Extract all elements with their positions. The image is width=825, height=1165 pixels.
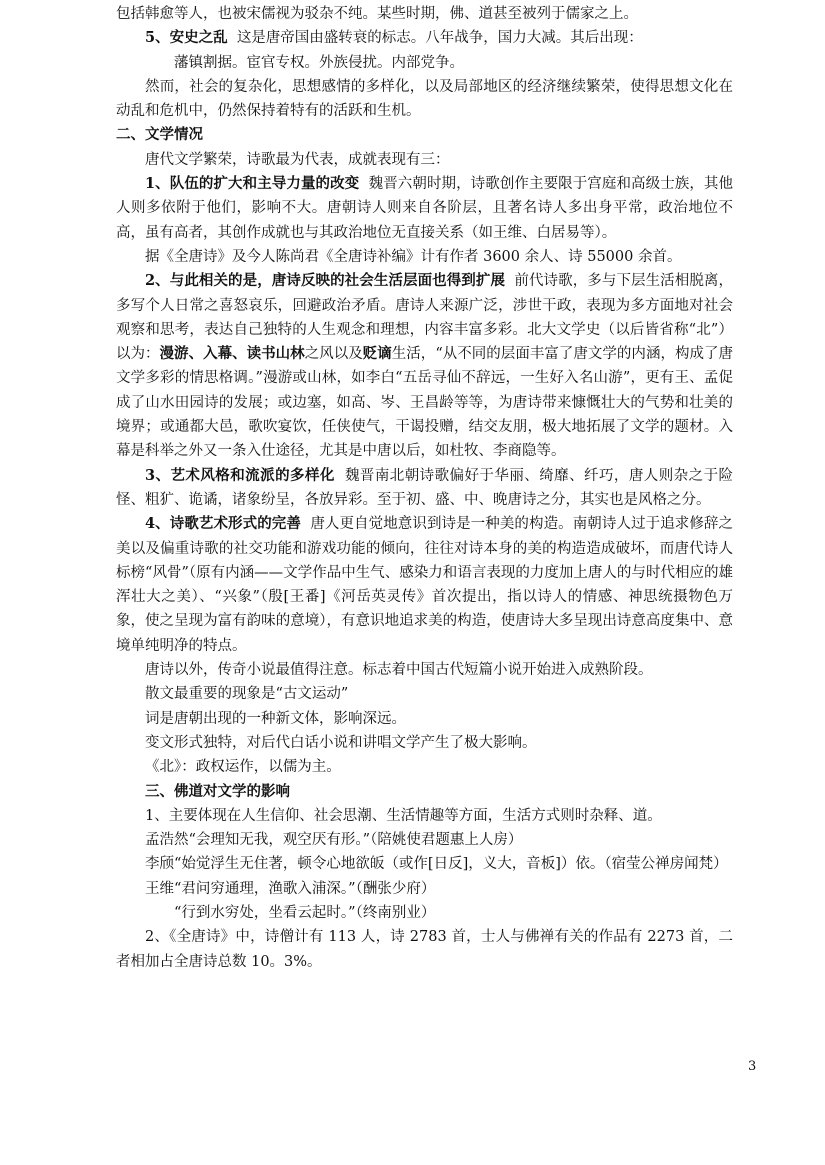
paragraph-point-3 [116, 464, 733, 513]
paragraph: 词是唐朝出现的一种新文体，影响深远。 [145, 710, 406, 727]
emphasis-text: 贬谪 [362, 345, 392, 363]
paragraph: 变文形式独特，对后代白话小说和讲唱文学产生了极大影响。 [145, 734, 537, 751]
paragraph: 藩镇割据。宦官专权。外族侵扰。内部党争。 [174, 54, 464, 71]
paragraph-text: 生活，“从不同的层面丰富了唐文学的内涵，构成了唐文学多彩的情思格调。”漫游或山林，如李白“五岳寻仙不辞远，一生好入名山游”，更有王、孟促成了山水田园诗的发展；或边塞，如高、岑、王昌龄等等，为唐诗带来慷慨壮大的气势和壮美的境界；或通都大邑，歌吹宴饮，任侠使气，干谒投赠，结交友朋，极大地拓展了文学的题材。入幕是科举之外又一条入仕途径，尤其是中唐以后，如杜牧、李商隐等。 [116, 346, 734, 460]
paragraph: 2、《全唐诗》中，诗僧计有 113 人，诗 2783 首，士人与佛禅有关的作品有 2273 首，二者相加占全唐诗总数 10。3%。 [116, 929, 733, 970]
paragraph: 1、主要体现在人生信仰、社会思潮、生活情趣等方面，生活方式则时杂释、道。 [145, 807, 662, 824]
paragraph-text: 这是唐帝国由盛转衰的标志。八年战争，国力大减。其后出现： [236, 30, 643, 47]
emphasis-text: 漫游、入幕、读书山林 [159, 345, 305, 363]
point-heading: 4、诗歌艺术形式的完善 [145, 515, 301, 533]
paragraph-quote: 孟浩然“会理知无我，观空厌有形。”（陪姚使君题惠上人房） [145, 832, 523, 849]
point-heading: 1、队伍的扩大和主导力量的改变 [145, 175, 360, 193]
page-number: 3 [748, 1059, 757, 1074]
paragraph-point-1 [116, 172, 733, 245]
paragraph-text: 魏晋南北朝诗歌偏好于华丽、绮靡、纤巧，唐人则杂之于险怪、粗犷、诡谲，诸象纷呈，各放异彩。至于初、盛、中、晚唐诗之分，其实也是风格之分。 [116, 467, 734, 508]
paragraph: 唐诗以外，传奇小说最值得注意。标志着中国古代短篇小说开始进入成熟阶段。 [145, 662, 653, 679]
paragraph-quote: “行到水穷处，坐看云起时。”（终南别业） [174, 904, 436, 921]
paragraph: 然而，社会的复杂化，思想感情的多样化，以及局部地区的经济继续繁荣，使得思想文化在动乱和危机中，仍然保持着特有的活跃和生机。 [116, 78, 733, 120]
paragraph-quote: 李颀“始觉浮生无住著，顿令心地欲皈（或作[日反]，义大，音板]）依。（宿莹公禅房闻梵） [145, 856, 728, 873]
paragraph: 《北》：政权运作，以儒为主。 [145, 759, 341, 776]
section-title-literature: 二、文学情况 [116, 126, 203, 144]
paragraph-text: 魏晋六朝时期，诗歌创作主要限于宫庭和高级士族，其他人则多依附于他们，影响不大。唐朝诗人则来自各阶层，且著名诗人多出身平常，政治地位不高，虽有高者，其创作成就也与其政治地位无直接关系（如王维、白居易等）。 [116, 176, 734, 241]
paragraph: 包括韩愈等人，也被宋儒视为驳杂不纯。某些时期，佛、道甚至被列于儒家之上。 [116, 6, 638, 22]
paragraph-text: 唐人更自觉地意识到诗是一种美的构造。南朝诗人过于追求修辞之美以及偏重诗歌的社交功能和游戏功能的倾向，往往对诗本身的美的构造造成破坏，而唐代诗人标榜“风骨”（原有内涵——文学作品中生气、感染力和语言表现的力度加上唐人的与时代相应的雄浑壮大之美）、“兴象”（殷[王番]《河岳英灵传》首次提出，指以诗人的情感、神思统摄物色万象，使之呈现为富有韵味的意境），有意识地追求美的构造，使唐诗大多呈现出诗意高度集中、意境单纯明净的特点。 [116, 516, 734, 654]
paragraph-an-shi-rebellion [116, 26, 733, 50]
paragraph: 唐代文学繁荣，诗歌最为代表，成就表现有三： [145, 151, 450, 168]
point-heading: 2、与此相关的是，唐诗反映的社会生活层面也得到扩展 [145, 272, 506, 290]
paragraph: 散文最重要的现象是“古文运动” [145, 686, 349, 703]
paragraph-quote: 王维“君问穷通理，渔歌入浦深。”（酬张少府） [145, 880, 436, 897]
paragraph-point-4 [116, 512, 733, 658]
paragraph: 据《全唐诗》及今人陈尚君《全唐诗补编》计有作者 3600 余人、诗 55000 余首。 [145, 248, 682, 265]
paragraph-point-2 [116, 269, 733, 463]
paragraph-text: 之风以及 [304, 346, 363, 363]
point-heading: 3、艺术风格和流派的多样化 [145, 466, 335, 484]
page-body [116, 2, 733, 974]
section-title-buddhism: 三、佛道对文学的影响 [145, 782, 290, 800]
paragraph-text: 前代诗歌，多与下层生活相脱离，多写个人日常之喜怒哀乐，回避政治矛盾。唐诗人来源广泛，涉世干政，表现为多方面地对社会观察和思考，表达自己独特的人生观念和理想，内容丰富多彩。北大文学史（以后皆省称“北”）以为： [116, 273, 733, 363]
section-heading: 5、安史之乱 [145, 29, 228, 47]
